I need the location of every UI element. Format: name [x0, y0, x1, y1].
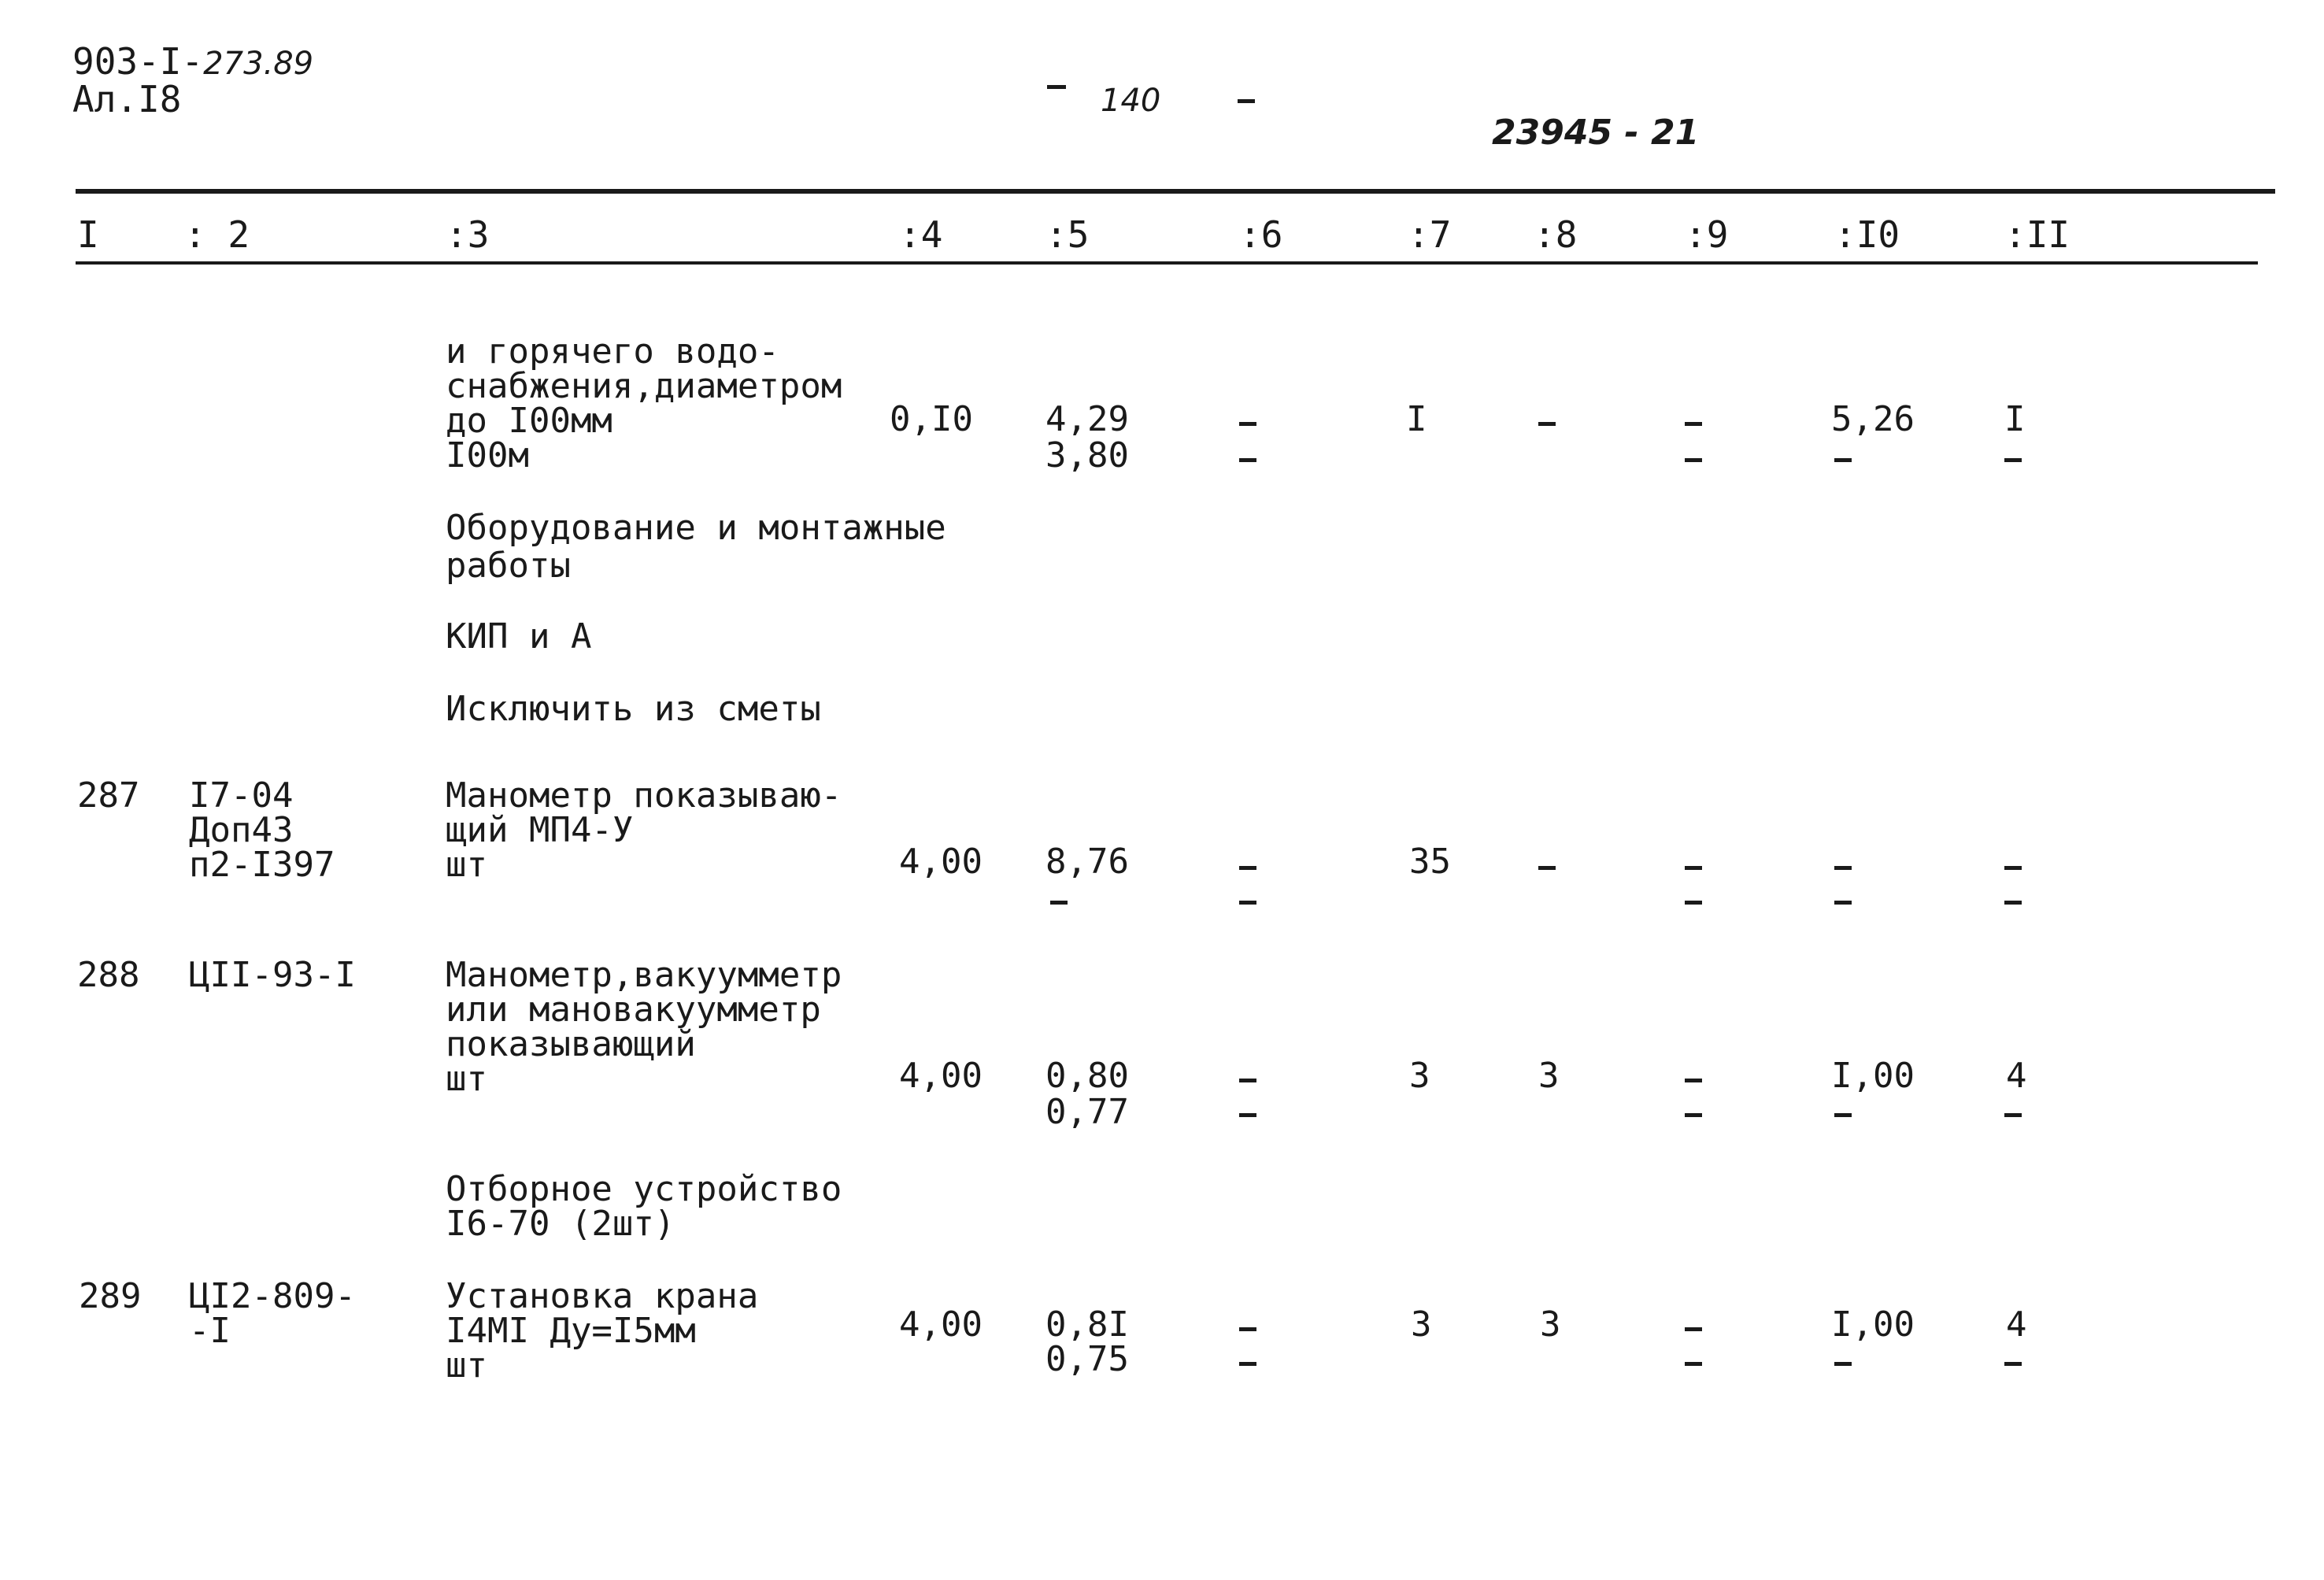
- col-header-1: I: [77, 213, 99, 256]
- cell-col4: 4,00: [899, 1056, 983, 1096]
- item-description-line: I4МI Ду=I5мм: [446, 1311, 696, 1351]
- dash-col11-lower: [2004, 1113, 2022, 1117]
- cell-col7: I: [1406, 399, 1427, 439]
- page-number: 140: [1101, 83, 1161, 119]
- item-description-line: снабжения,диаметром: [446, 366, 842, 406]
- document-code: [72, 40, 314, 83]
- dash-col11-upper: [2004, 866, 2022, 870]
- doc-code-typed: 903-I-: [72, 40, 204, 83]
- cell-col5: 8,76: [1045, 842, 1129, 882]
- dash-col9-lower: [1685, 458, 1702, 462]
- row-number: 289: [79, 1276, 142, 1316]
- item-description-line: Манометр,вакуумметр: [446, 955, 842, 995]
- item-description-line: шт: [446, 1345, 487, 1386]
- item-description-line: и горячего водо-: [446, 331, 779, 372]
- dash-col6-upper: [1239, 422, 1256, 426]
- dash-col9-upper: [1685, 422, 1702, 426]
- dash-col9-lower: [1685, 1113, 1702, 1117]
- dash-col10-lower: [1834, 1113, 1852, 1117]
- album-number: Ал.I8: [72, 78, 182, 120]
- page-number-left-dash: [1047, 85, 1066, 89]
- section-heading-device-cont: I6-70 (2шт): [446, 1204, 675, 1244]
- dash-col11-lower: [2004, 901, 2022, 905]
- section-heading-exclude: Исключить из сметы: [446, 689, 821, 729]
- norm-code-line: -I: [189, 1311, 231, 1351]
- dash-col11-lower: [2004, 458, 2022, 462]
- norm-code-line: ЦI2-809-: [189, 1276, 356, 1316]
- section-heading-equipment-cont: работы: [446, 546, 571, 586]
- col-header-5: :5: [1045, 213, 1090, 256]
- dash-col6-upper: [1239, 1327, 1256, 1331]
- cell-col4: 4,00: [899, 842, 983, 882]
- cell-col5-lower: 0,77: [1045, 1092, 1129, 1132]
- dash-col11-lower: [2004, 1362, 2022, 1366]
- cell-col11: 4: [2006, 1304, 2027, 1345]
- norm-code-line: п2-I397: [189, 845, 335, 885]
- item-description-line: показывающий: [446, 1024, 696, 1064]
- dash-col9-upper: [1685, 1079, 1702, 1082]
- dash-col10-lower: [1834, 901, 1852, 905]
- item-description-line: шт: [446, 1059, 487, 1099]
- row-number: 288: [77, 955, 140, 995]
- col-header-4: :4: [899, 213, 943, 256]
- dash-col6-lower: [1239, 1113, 1256, 1117]
- cell-col5-upper: 4,29: [1045, 399, 1129, 439]
- cell-col5-lower: 3,80: [1045, 435, 1129, 475]
- cell-col11: I: [2004, 399, 2026, 439]
- dash-col9-upper: [1685, 1327, 1702, 1331]
- norm-code-line: I7-04: [189, 775, 294, 816]
- item-description-line: шт: [446, 845, 487, 885]
- cell-col7: 3: [1409, 1056, 1430, 1096]
- col-header-11: :II: [2004, 213, 2071, 256]
- dash-col6-lower: [1239, 458, 1256, 462]
- col-header-7: :7: [1408, 213, 1452, 256]
- dash-col10-lower: [1834, 458, 1852, 462]
- cell-col4: 0,I0: [890, 399, 973, 439]
- doc-code-handwritten: 273.89: [203, 46, 314, 82]
- item-description-line: до I00мм: [446, 401, 612, 441]
- cell-col4: 4,00: [899, 1304, 983, 1345]
- cell-col5-upper: 0,8I: [1045, 1304, 1129, 1345]
- section-heading-equipment: Оборудование и монтажные: [446, 508, 946, 548]
- sheet-number: 23945 - 21: [1492, 113, 1700, 153]
- table-header-rule: [76, 261, 2258, 265]
- col-header-10: :I0: [1834, 213, 1900, 256]
- dash-col10-lower: [1834, 1362, 1852, 1366]
- cell-col7: 3: [1411, 1304, 1432, 1345]
- cell-col8: 3: [1538, 1056, 1560, 1096]
- cell-col10: 5,26: [1831, 399, 1915, 439]
- cell-col8: 3: [1540, 1304, 1561, 1345]
- cell-col7: 35: [1409, 842, 1451, 882]
- dash-col9-lower: [1685, 901, 1702, 905]
- item-description-line: щий МП4-У: [446, 810, 634, 850]
- row-number: 287: [77, 775, 140, 816]
- item-description-line: I00м: [446, 435, 529, 475]
- item-description-line: Установка крана: [446, 1276, 759, 1316]
- col-header-6: :6: [1239, 213, 1283, 256]
- dash-col10-upper: [1834, 866, 1852, 870]
- dash-col6-upper: [1239, 866, 1256, 870]
- cell-col11: 4: [2006, 1056, 2027, 1096]
- dash-col8: [1538, 422, 1556, 426]
- norm-code-line: ЦII-93-I: [189, 955, 356, 995]
- dash-col6-lower: [1239, 901, 1256, 905]
- cell-col10: I,00: [1831, 1056, 1915, 1096]
- page-number-right-dash: [1238, 99, 1255, 103]
- dash-col6-lower: [1239, 1362, 1256, 1366]
- section-heading-device: Отборное устройство: [446, 1169, 842, 1209]
- norm-code-line: Доп43: [189, 810, 294, 850]
- col-header-2: : 2: [184, 213, 250, 256]
- dash-col6-upper: [1239, 1079, 1256, 1082]
- item-description-line: Манометр показываю-: [446, 775, 842, 816]
- col-header-9: :9: [1685, 213, 1729, 256]
- cell-col5-upper: 0,80: [1045, 1056, 1129, 1096]
- item-description-line: или мановакуумметр: [446, 990, 821, 1030]
- cell-col10: I,00: [1831, 1304, 1915, 1345]
- dash-col9-lower: [1685, 1362, 1702, 1366]
- section-heading-kip: КИП и А: [446, 616, 592, 657]
- dash-col5-lower: [1050, 901, 1068, 905]
- table-top-rule: [76, 189, 2275, 194]
- cell-col5-lower: 0,75: [1045, 1339, 1129, 1379]
- dash-col9-upper: [1685, 866, 1702, 870]
- col-header-3: :3: [446, 213, 490, 256]
- dash-col8: [1538, 866, 1556, 870]
- col-header-8: :8: [1534, 213, 1578, 256]
